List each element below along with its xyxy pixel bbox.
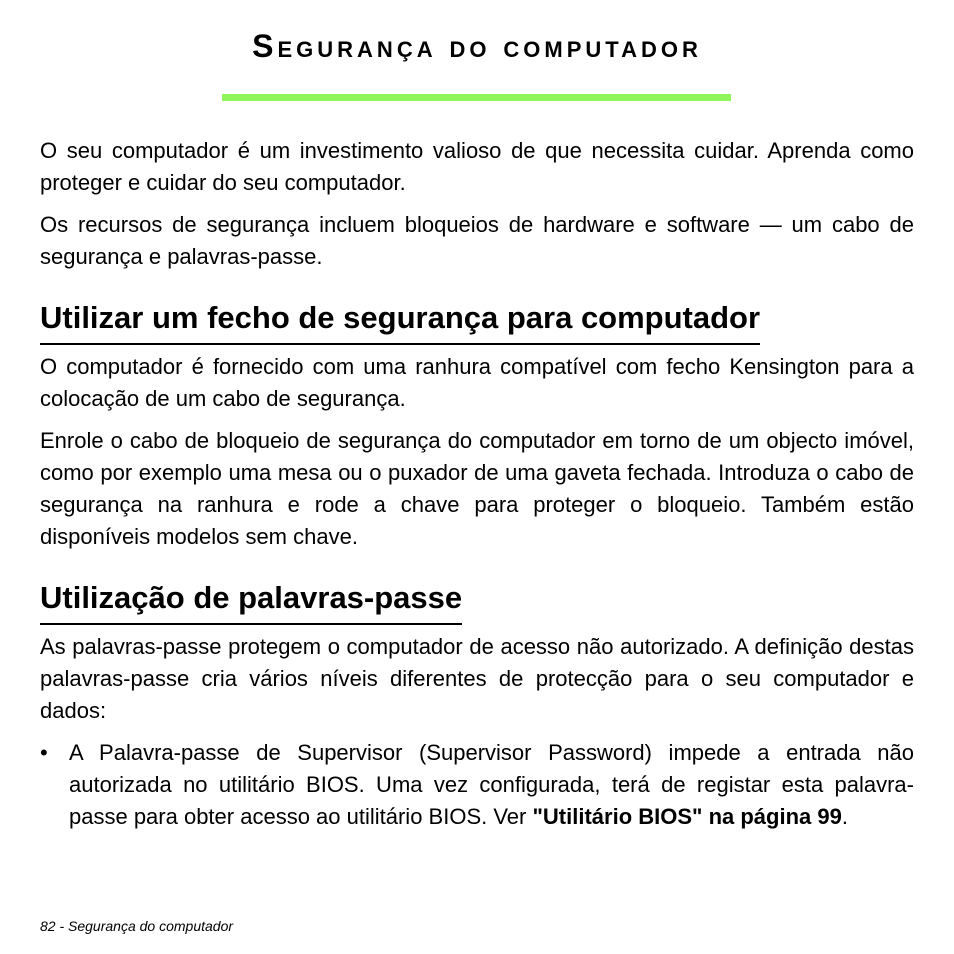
list-item-supervisor-password bbox=[40, 737, 914, 833]
intro-paragraph-1: O seu computador é um investimento valioso de que necessita cuidar. Aprenda como proteger e cuidar do seu computador. bbox=[40, 138, 914, 195]
bullet-end-punctuation: . bbox=[841, 804, 848, 829]
bullet-marker: • bbox=[40, 740, 48, 765]
section-heading-security-lock: Utilizar um fecho de segurança para computador bbox=[40, 293, 760, 345]
section-passwords-header bbox=[40, 563, 914, 625]
passwords-paragraph-1: As palavras-passe protegem o computador de acesso não autorizado. A definição destas palavras-passe cria vários níveis diferentes de protecção para o seu computador e dados: bbox=[40, 634, 914, 723]
page-footer: 82 - Segurança do computador bbox=[40, 918, 234, 934]
intro-paragraph-2: Os recursos de segurança incluem bloqueios de hardware e software — um cabo de segurança e palavras-passe. bbox=[40, 212, 914, 269]
passwords-bullet-list bbox=[40, 737, 914, 833]
lock-paragraph-2: Enrole o cabo de bloqueio de segurança do computador em torno de um objecto imóvel, como por exemplo uma mesa ou o puxador de uma gaveta fechada. Introduza o cabo de segurança na ranhura e rode a chave para proteger o bloqueio. Também estão disponíveis modelos sem chave. bbox=[40, 428, 914, 549]
bullet-text: A Palavra-passe de Supervisor (Supervisor Password) impede a entrada não autorizada no utilitário BIOS. Uma vez configurada, terá de registar esta palavra-passe para obter acesso ao utilitário BIOS. Ver bbox=[69, 740, 914, 829]
page-title: Segurança do computador bbox=[252, 28, 702, 64]
lock-paragraph-1: O computador é fornecido com uma ranhura compatível com fecho Kensington para a colocação de um cabo de segurança. bbox=[40, 354, 914, 411]
page-content bbox=[40, 135, 914, 833]
section-heading-passwords: Utilização de palavras-passe bbox=[40, 573, 462, 625]
bios-utility-reference-link[interactable]: "Utilitário BIOS" na página 99 bbox=[532, 804, 842, 829]
section-lock-header bbox=[40, 283, 914, 345]
title-underline-bar bbox=[222, 94, 731, 101]
